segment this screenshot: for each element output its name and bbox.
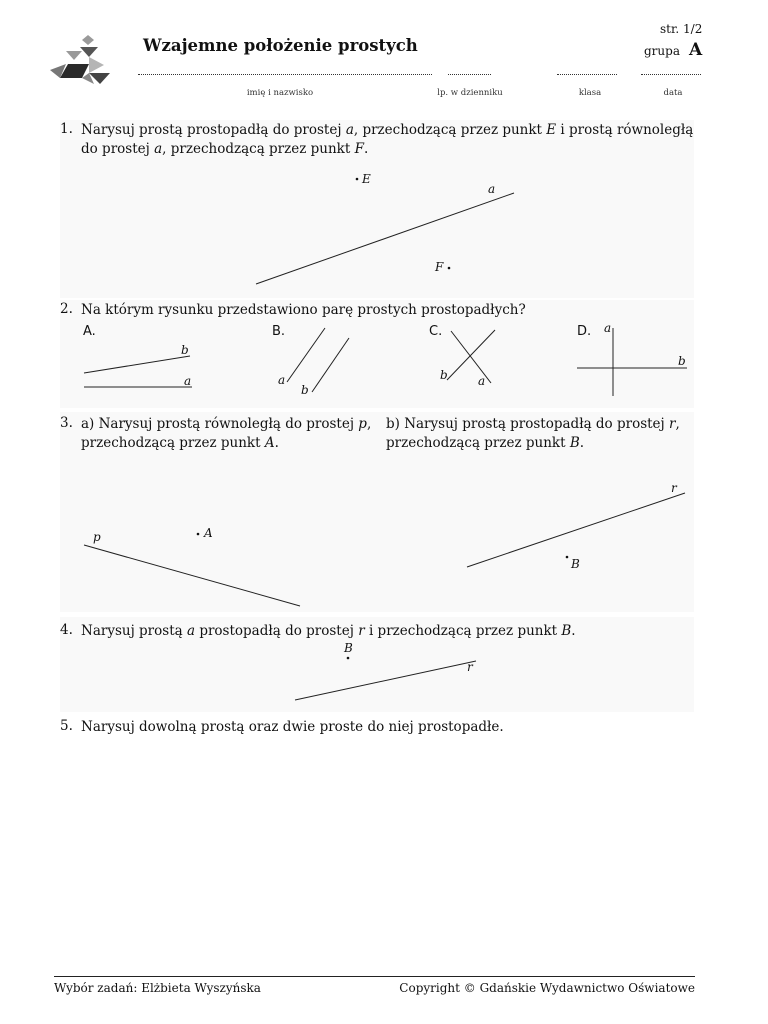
q3-label-A: A [204,526,213,540]
q4-line-r [295,661,476,700]
q2-d-label-b: b [678,354,686,368]
page-number: str. 1/2 [660,22,703,36]
footer-author: Wybór zadań: Elżbieta Wyszyńska [54,981,261,995]
q2-option-d[interactable]: D. [577,324,592,339]
q2-a-label-a: a [184,374,192,388]
q1-number: 1. [60,121,73,137]
q2-c-label-b: b [440,368,448,382]
q2-text: Na którym rysunku przedstawiono parę prostych prostopadłych? [81,302,526,318]
q2-number: 2. [60,301,73,317]
q3-number: 3. [60,415,73,431]
q5-number: 5. [60,718,73,734]
name-field-label: imię i nazwisko [246,88,314,98]
worksheet-title: Wzajemne położenie prostych [143,36,418,55]
q2-a-label-b: b [181,343,189,357]
q2-option-a[interactable]: A. [83,324,96,339]
q3-text-b: b) Narysuj prostą prostopadłą do prostej r, przechodzącą przez punkt B. [386,416,680,451]
class-number-label: lp. w dzienniku [437,88,503,98]
q4-point-B [347,657,350,660]
group-value: A [689,40,703,60]
q1-label-a: a [488,182,496,196]
q3-label-B: B [571,557,580,571]
q4-text: Narysuj prostą a prostopadłą do prostej r i przechodzącą przez punkt B. [81,623,576,639]
footer-rule [54,976,695,977]
q1-text: Narysuj prostą prostopadłą do prostej a, przechodzącą przez punkt E i prostą równoległą do prostej a, przechodzącą przez punkt F. [81,122,694,157]
q2-c-label-a: a [478,374,486,388]
q5-drawing-area[interactable] [60,742,694,967]
q1-label-F: F [435,260,444,274]
q2-b-label-a: a [278,373,286,387]
q1-label-E: E [362,172,371,186]
q2-option-c[interactable]: C. [429,324,443,339]
group-label: grupa [644,44,680,58]
q2-option-b[interactable]: B. [272,324,286,339]
q3-label-p: p [93,530,101,544]
q2-b-label-b: b [301,383,309,397]
q3-text-a: a) Narysuj prostą równoległą do prostej p, przechodzącą przez punkt A. [81,416,372,451]
class-label: klasa [578,88,602,98]
q4-label-r: r [467,660,473,674]
q4-label-B: B [344,641,353,655]
q3-label-r: r [671,481,677,495]
q4-number: 4. [60,622,73,638]
q5-text: Narysuj dowolną prostą oraz dwie proste do niej prostopadłe. [81,719,504,735]
footer-copyright: Copyright © Gdańskie Wydawnictwo Oświatowe [399,981,695,995]
date-label: data [663,88,683,98]
q2-d-label-a: a [604,321,612,335]
